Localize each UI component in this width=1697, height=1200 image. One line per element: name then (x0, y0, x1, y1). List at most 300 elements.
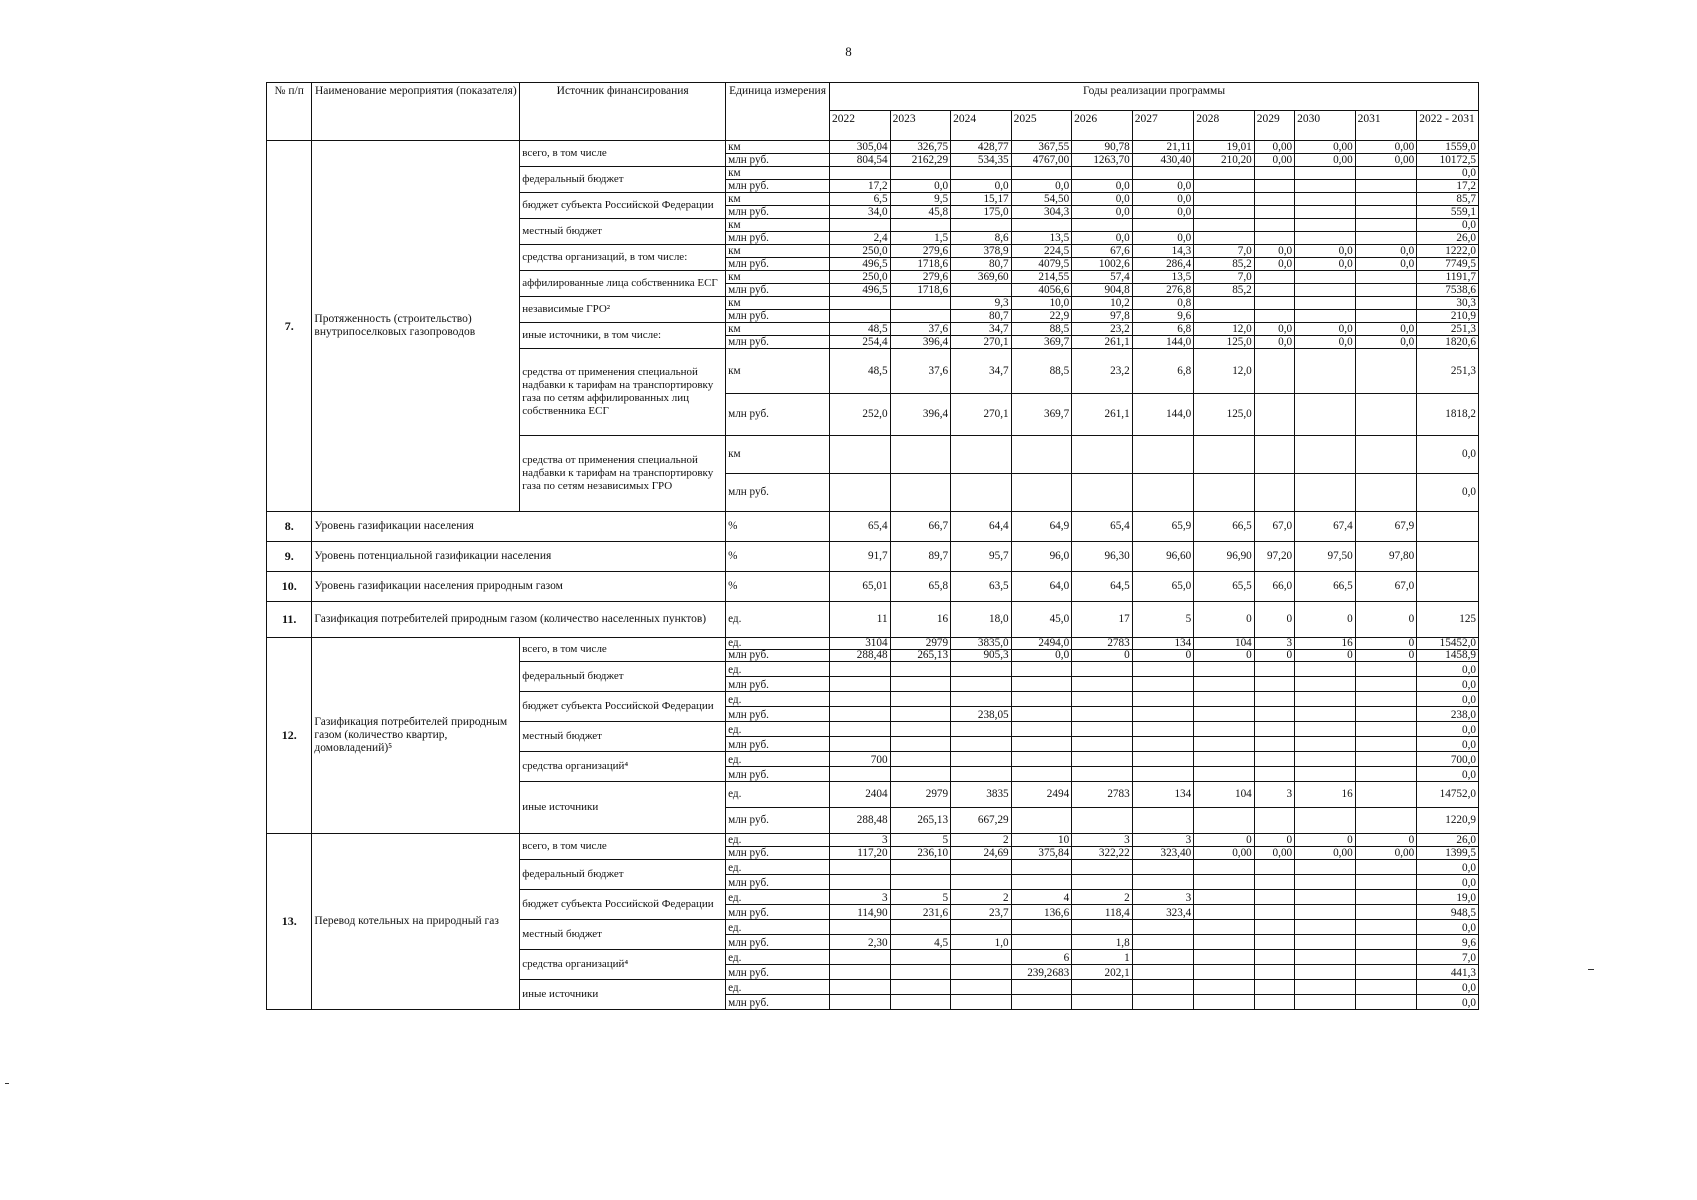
header-year: 2028 (1194, 111, 1255, 141)
value-cell: 305,04 (830, 141, 891, 154)
value-cell: 3 (1254, 782, 1294, 808)
value-cell: 85,2 (1194, 284, 1255, 297)
value-cell (1295, 890, 1356, 905)
value-cell (1011, 662, 1072, 677)
value-cell: 0,0 (1417, 167, 1479, 180)
value-cell: 323,40 (1132, 847, 1194, 860)
value-cell (1072, 808, 1133, 834)
value-cell: 2,4 (830, 232, 891, 245)
value-cell (1355, 474, 1417, 512)
value-cell (1355, 737, 1417, 752)
unit-cell: ед. (726, 920, 830, 935)
value-cell: 26,0 (1417, 232, 1479, 245)
value-cell: 34,0 (830, 206, 891, 219)
value-cell (830, 219, 891, 232)
value-cell (1011, 167, 1072, 180)
value-cell (1132, 875, 1194, 890)
value-cell: 534,35 (951, 154, 1012, 167)
value-cell (1355, 232, 1417, 245)
value-cell: 236,10 (890, 847, 951, 860)
value-cell: 0 (1295, 602, 1356, 638)
value-cell (1011, 692, 1072, 707)
value-cell: 11 (830, 602, 891, 638)
value-cell (1295, 905, 1356, 920)
value-cell (1194, 875, 1255, 890)
value-cell: 0,0 (1011, 180, 1072, 193)
value-cell (1254, 707, 1294, 722)
value-cell (1254, 284, 1294, 297)
unit-cell: млн руб. (726, 875, 830, 890)
header-year: 2026 (1072, 111, 1133, 141)
value-cell: 23,7 (951, 905, 1012, 920)
value-cell (1194, 193, 1255, 206)
value-cell: 48,5 (830, 349, 891, 394)
unit-cell: млн руб. (726, 154, 830, 167)
unit-cell: км (726, 245, 830, 258)
value-cell: 5 (890, 834, 951, 847)
value-cell (1194, 950, 1255, 965)
value-cell: 1718,6 (890, 284, 951, 297)
value-cell: 23,2 (1072, 349, 1133, 394)
value-cell (830, 980, 891, 995)
value-cell: 948,5 (1417, 905, 1479, 920)
value-cell: 0,00 (1295, 847, 1356, 860)
value-cell (1072, 167, 1133, 180)
value-cell: 0,0 (1132, 180, 1194, 193)
value-cell: 16 (1295, 638, 1356, 650)
value-cell: 2979 (890, 782, 951, 808)
unit-cell: млн руб. (726, 965, 830, 980)
unit-cell: ед. (726, 782, 830, 808)
value-cell (830, 965, 891, 980)
value-cell (1295, 271, 1356, 284)
value-cell: 67,4 (1295, 512, 1356, 542)
value-cell (1072, 920, 1133, 935)
unit-cell: млн руб. (726, 206, 830, 219)
value-cell (1132, 752, 1194, 767)
value-cell (830, 722, 891, 737)
header-year: 2031 (1355, 111, 1417, 141)
value-cell (1011, 995, 1072, 1010)
value-cell (1254, 722, 1294, 737)
value-cell: 700 (830, 752, 891, 767)
unit-cell: км (726, 167, 830, 180)
value-cell: 16 (890, 602, 951, 638)
value-cell (1072, 707, 1133, 722)
value-cell (1132, 860, 1194, 875)
value-cell: 21,11 (1132, 141, 1194, 154)
value-cell: 0,0 (1295, 336, 1356, 349)
value-cell (890, 995, 951, 1010)
value-cell: 6 (1011, 950, 1072, 965)
value-cell (1011, 752, 1072, 767)
value-cell (1072, 722, 1133, 737)
value-cell (1417, 572, 1479, 602)
value-cell: 96,0 (1011, 542, 1072, 572)
value-cell (1355, 167, 1417, 180)
unit-cell: млн руб. (726, 808, 830, 834)
value-cell: 0 (1072, 650, 1133, 662)
funding-source: средства от применения специальной надбавки к тарифам на транспортировку газа по сетям независимых ГРО (520, 436, 726, 512)
value-cell: 117,20 (830, 847, 891, 860)
funding-source: всего, в том числе (520, 141, 726, 167)
value-cell: 125 (1417, 602, 1479, 638)
value-cell (1254, 752, 1294, 767)
value-cell: 65,01 (830, 572, 891, 602)
header-year: 2022 (830, 111, 891, 141)
header-years-title: Годы реализации программы (830, 83, 1479, 111)
value-cell (1355, 808, 1417, 834)
value-cell (1355, 995, 1417, 1010)
value-cell (1295, 219, 1356, 232)
value-cell (951, 167, 1012, 180)
value-cell: 2494,0 (1011, 638, 1072, 650)
value-cell: 496,5 (830, 258, 891, 271)
value-cell: 279,6 (890, 245, 951, 258)
value-cell: 88,5 (1011, 349, 1072, 394)
value-cell: 0,0 (1295, 323, 1356, 336)
value-cell (1254, 662, 1294, 677)
value-cell: 0,0 (1417, 722, 1479, 737)
value-cell: 96,60 (1132, 542, 1194, 572)
value-cell: 322,22 (1072, 847, 1133, 860)
value-cell (1254, 436, 1294, 474)
value-cell: 97,50 (1295, 542, 1356, 572)
value-cell: 0,0 (1417, 875, 1479, 890)
value-cell (1011, 474, 1072, 512)
value-cell: 4 (1011, 890, 1072, 905)
value-cell (890, 436, 951, 474)
value-cell: 24,69 (951, 847, 1012, 860)
value-cell (1194, 890, 1255, 905)
value-cell: 10,0 (1011, 297, 1072, 310)
value-cell: 134 (1132, 638, 1194, 650)
value-cell (1254, 935, 1294, 950)
value-cell: 7,0 (1417, 950, 1479, 965)
value-cell: 239,2683 (1011, 965, 1072, 980)
value-cell (1254, 767, 1294, 782)
value-cell: 26,0 (1417, 834, 1479, 847)
value-cell: 48,5 (830, 323, 891, 336)
value-cell (1254, 349, 1294, 394)
header-year: 2023 (890, 111, 951, 141)
unit-cell: млн руб. (726, 707, 830, 722)
value-cell: 3 (1254, 638, 1294, 650)
value-cell: 0,0 (1417, 474, 1479, 512)
value-cell: 4,5 (890, 935, 951, 950)
value-cell: 10 (1011, 834, 1072, 847)
value-cell (951, 474, 1012, 512)
unit-cell: млн руб. (726, 677, 830, 692)
value-cell (830, 920, 891, 935)
section-number: 9. (267, 542, 312, 572)
value-cell: 1559,0 (1417, 141, 1479, 154)
value-cell: 1,8 (1072, 935, 1133, 950)
value-cell (890, 167, 951, 180)
value-cell (951, 920, 1012, 935)
value-cell: 430,40 (1132, 154, 1194, 167)
value-cell (1295, 767, 1356, 782)
section-number: 12. (267, 638, 312, 834)
value-cell (1254, 860, 1294, 875)
value-cell (1295, 980, 1356, 995)
value-cell (1254, 167, 1294, 180)
value-cell (1417, 512, 1479, 542)
funding-source: иные источники, в том числе: (520, 323, 726, 349)
unit-cell: млн руб. (726, 474, 830, 512)
value-cell (830, 875, 891, 890)
value-cell: 1222,0 (1417, 245, 1479, 258)
value-cell (1194, 920, 1255, 935)
value-cell: 378,9 (951, 245, 1012, 258)
value-cell (1355, 965, 1417, 980)
value-cell: 904,8 (1072, 284, 1133, 297)
value-cell: 7,0 (1194, 245, 1255, 258)
unit-cell: млн руб. (726, 394, 830, 436)
value-cell (1132, 767, 1194, 782)
value-cell (1355, 950, 1417, 965)
value-cell: 96,30 (1072, 542, 1133, 572)
value-cell (951, 950, 1012, 965)
value-cell: 326,75 (890, 141, 951, 154)
value-cell (951, 995, 1012, 1010)
indicator-name: Перевод котельных на природный газ (312, 834, 520, 1010)
value-cell (830, 707, 891, 722)
value-cell (1072, 875, 1133, 890)
value-cell (1254, 219, 1294, 232)
value-cell (1072, 737, 1133, 752)
value-cell (1132, 662, 1194, 677)
value-cell (1072, 752, 1133, 767)
value-cell: 0,0 (1072, 232, 1133, 245)
value-cell: 496,5 (830, 284, 891, 297)
value-cell: 0 (1355, 638, 1417, 650)
value-cell (1355, 752, 1417, 767)
value-cell (1295, 394, 1356, 436)
value-cell: 0,0 (1355, 336, 1417, 349)
value-cell: 9,5 (890, 193, 951, 206)
funding-source: средства организаций⁴ (520, 950, 726, 980)
value-cell: 0 (1295, 834, 1356, 847)
value-cell: 1,0 (951, 935, 1012, 950)
value-cell (1072, 692, 1133, 707)
value-cell: 104 (1194, 638, 1255, 650)
value-cell: 0,0 (1417, 692, 1479, 707)
value-cell: 66,5 (1295, 572, 1356, 602)
value-cell: 367,55 (1011, 141, 1072, 154)
value-cell (830, 310, 891, 323)
value-cell: 3 (1132, 890, 1194, 905)
value-cell (1254, 692, 1294, 707)
value-cell: 104 (1194, 782, 1255, 808)
value-cell (1355, 920, 1417, 935)
value-cell: 210,9 (1417, 310, 1479, 323)
value-cell: 37,6 (890, 323, 951, 336)
value-cell: 1,5 (890, 232, 951, 245)
unit-cell: млн руб. (726, 905, 830, 920)
value-cell: 375,84 (1011, 847, 1072, 860)
value-cell: 1191,7 (1417, 271, 1479, 284)
value-cell (1011, 677, 1072, 692)
value-cell: 97,8 (1072, 310, 1133, 323)
value-cell: 254,4 (830, 336, 891, 349)
value-cell: 261,1 (1072, 394, 1133, 436)
value-cell (1295, 284, 1356, 297)
section-row (267, 512, 1479, 542)
value-cell: 4767,00 (1011, 154, 1072, 167)
value-cell: 0,0 (1254, 258, 1294, 271)
value-cell: 0,0 (1417, 920, 1479, 935)
value-cell: 18,0 (951, 602, 1012, 638)
header-year: 2029 (1254, 111, 1294, 141)
value-cell (830, 297, 891, 310)
funding-source: бюджет субъекта Российской Федерации (520, 193, 726, 219)
value-cell: 0 (1194, 650, 1255, 662)
value-cell (890, 767, 951, 782)
value-cell: 9,6 (1417, 935, 1479, 950)
value-cell: 231,6 (890, 905, 951, 920)
value-cell (1194, 767, 1255, 782)
value-cell: 97,80 (1355, 542, 1417, 572)
value-cell: 304,3 (1011, 206, 1072, 219)
unit-cell: млн руб. (726, 650, 830, 662)
value-cell: 0,00 (1194, 847, 1255, 860)
value-cell: 144,0 (1132, 336, 1194, 349)
value-cell: 369,7 (1011, 336, 1072, 349)
value-cell: 57,4 (1072, 271, 1133, 284)
value-cell (1355, 206, 1417, 219)
value-cell: 270,1 (951, 394, 1012, 436)
value-cell (1011, 219, 1072, 232)
indicator-name: Уровень потенциальной газификации населения (312, 542, 726, 572)
value-cell (1011, 875, 1072, 890)
value-cell: 1002,6 (1072, 258, 1133, 271)
value-cell (1355, 394, 1417, 436)
value-cell (1254, 677, 1294, 692)
value-cell (1194, 206, 1255, 219)
value-cell (1355, 707, 1417, 722)
unit-cell: млн руб. (726, 737, 830, 752)
value-cell: 202,1 (1072, 965, 1133, 980)
funding-source: всего, в том числе (520, 638, 726, 662)
value-cell: 64,4 (951, 512, 1012, 542)
value-cell: 114,90 (830, 905, 891, 920)
value-cell: 3835 (951, 782, 1012, 808)
value-cell: 0,0 (1295, 258, 1356, 271)
value-cell (1295, 860, 1356, 875)
unit-cell: ед. (726, 602, 830, 638)
value-cell: 125,0 (1194, 394, 1255, 436)
value-cell (1132, 737, 1194, 752)
value-cell: 7749,5 (1417, 258, 1479, 271)
value-cell (1194, 808, 1255, 834)
value-cell (1194, 737, 1255, 752)
value-cell (830, 677, 891, 692)
unit-cell: ед. (726, 662, 830, 677)
value-cell (951, 436, 1012, 474)
table-body (267, 141, 1479, 1010)
value-cell: 6,8 (1132, 323, 1194, 336)
value-cell: 3 (830, 834, 891, 847)
value-cell: 125,0 (1194, 336, 1255, 349)
unit-cell: млн руб. (726, 847, 830, 860)
indicator-name: Газификация потребителей природным газом (количество населенных пунктов) (312, 602, 726, 638)
value-cell: 0,00 (1355, 154, 1417, 167)
value-cell: 8,6 (951, 232, 1012, 245)
value-cell: 0,0 (890, 180, 951, 193)
value-cell (1194, 180, 1255, 193)
value-cell (890, 474, 951, 512)
value-cell (890, 692, 951, 707)
value-cell (1355, 436, 1417, 474)
value-cell (1295, 180, 1356, 193)
value-cell: 0,0 (1355, 323, 1417, 336)
value-cell: 88,5 (1011, 323, 1072, 336)
value-cell (1194, 297, 1255, 310)
funding-source: бюджет субъекта Российской Федерации (520, 890, 726, 920)
unit-cell: млн руб. (726, 336, 830, 349)
value-cell: 7,0 (1194, 271, 1255, 284)
value-cell: 65,0 (1132, 572, 1194, 602)
value-cell: 5 (890, 890, 951, 905)
value-cell: 3835,0 (951, 638, 1012, 650)
value-cell: 67,0 (1355, 572, 1417, 602)
value-cell: 0,0 (1072, 180, 1133, 193)
value-cell (1295, 875, 1356, 890)
value-cell: 9,6 (1132, 310, 1194, 323)
value-cell: 96,90 (1194, 542, 1255, 572)
value-cell (830, 474, 891, 512)
value-cell: 14,3 (1132, 245, 1194, 258)
value-cell (1254, 905, 1294, 920)
value-cell: 0,0 (1417, 662, 1479, 677)
value-cell: 0,0 (1132, 193, 1194, 206)
value-cell (1295, 707, 1356, 722)
funding-source: аффилированные лица собственника ЕСГ (520, 271, 726, 297)
value-cell: 67,0 (1254, 512, 1294, 542)
header-year: 2022 - 2031 (1417, 111, 1479, 141)
value-cell: 0 (1355, 650, 1417, 662)
value-cell (1295, 722, 1356, 737)
value-cell (890, 752, 951, 767)
value-cell: 66,7 (890, 512, 951, 542)
indicator-name: Газификация потребителей природным газом (количество квартир, домовладений)⁵ (312, 638, 520, 834)
indicator-name: Уровень газификации населения (312, 512, 726, 542)
value-cell: 144,0 (1132, 394, 1194, 436)
value-cell (1194, 677, 1255, 692)
value-cell: 3104 (830, 638, 891, 650)
funding-source: местный бюджет (520, 722, 726, 752)
funding-source: бюджет субъекта Российской Федерации (520, 692, 726, 722)
value-cell (1355, 662, 1417, 677)
value-cell (1011, 860, 1072, 875)
value-cell: 2404 (830, 782, 891, 808)
value-cell: 17,2 (830, 180, 891, 193)
unit-cell: км (726, 323, 830, 336)
unit-cell: ед. (726, 722, 830, 737)
value-cell (951, 737, 1012, 752)
value-cell: 67,6 (1072, 245, 1133, 258)
value-cell (1254, 394, 1294, 436)
value-cell: 89,7 (890, 542, 951, 572)
value-cell: 279,6 (890, 271, 951, 284)
value-cell (1295, 662, 1356, 677)
unit-cell: млн руб. (726, 310, 830, 323)
value-cell: 0,00 (1355, 847, 1417, 860)
value-cell (1254, 875, 1294, 890)
value-cell (1355, 271, 1417, 284)
value-cell: 65,9 (1132, 512, 1194, 542)
